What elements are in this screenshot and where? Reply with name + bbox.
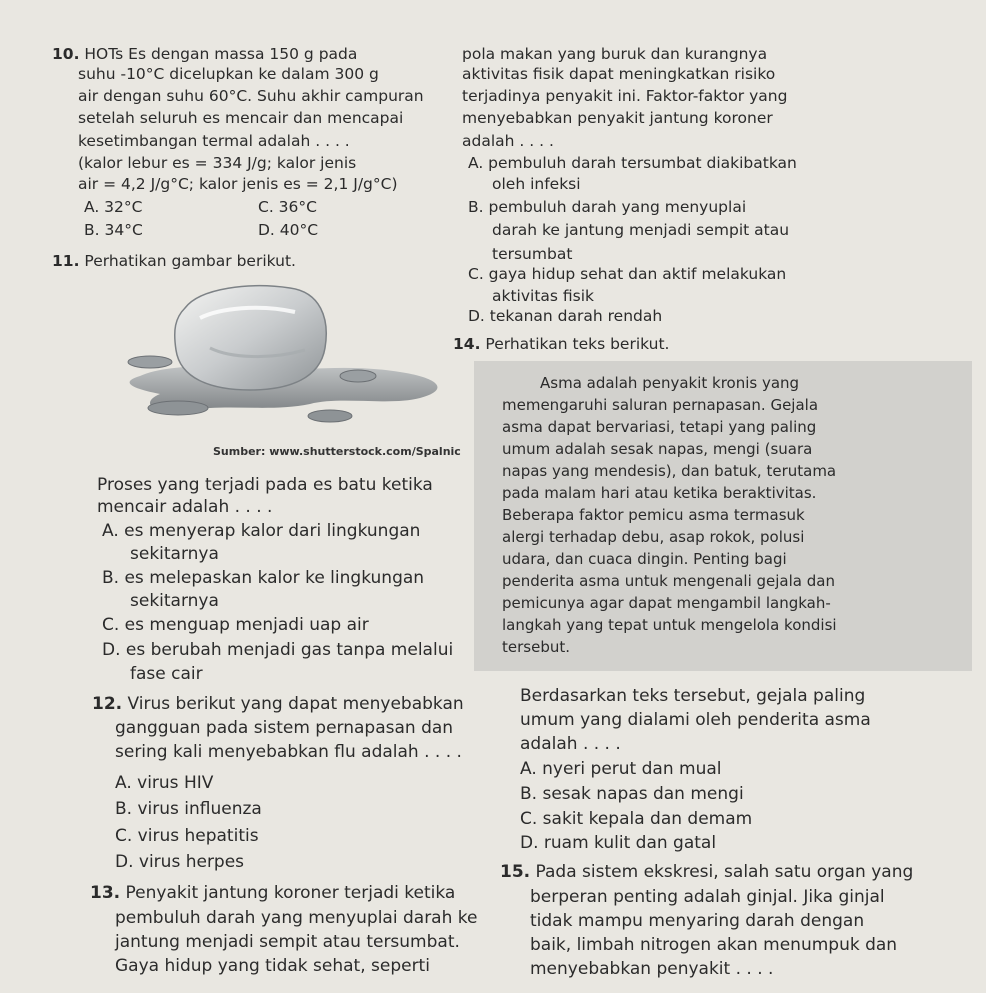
q15-stem-4: baik, limbah nitrogen akan menumpuk dan — [530, 935, 898, 955]
q13-option-a[interactable]: A. pembuluh darah tersumbat diakibatkan — [468, 154, 797, 172]
q10-line-7: air = 4,2 J/g°C; kalor jenis es = 2,1 J/g°C) — [78, 175, 398, 193]
q12-option-d[interactable]: D. virus herpes — [115, 852, 245, 872]
box-line-9: udara, dan cuaca dingin. Penting bagi — [502, 550, 787, 568]
q12-option-a[interactable]: A. virus HIV — [115, 773, 214, 793]
water-drop-left — [128, 356, 172, 368]
q12-option-b[interactable]: B. virus influenza — [115, 799, 262, 819]
q15-stem-2: berperan penting adalah ginjal. Jika ginjal — [530, 887, 885, 907]
box-line-2: memengaruhi saluran pernapasan. Gejala — [502, 396, 819, 414]
q14-stem-1: Berdasarkan teks tersebut, gejala paling — [520, 686, 866, 706]
q13-stem-2: pembuluh darah yang menyuplai darah ke — [115, 908, 478, 928]
q11-stem-1: Proses yang terjadi pada es batu ketika — [97, 475, 433, 495]
q11-stem-2: mencair adalah . . . . — [97, 497, 273, 517]
q10-number: 10. — [52, 45, 80, 63]
q10-option-c[interactable]: C. 36°C — [258, 198, 317, 216]
q12-number: 12. — [92, 694, 123, 714]
q10-line-3: air dengan suhu 60°C. Suhu akhir campuran — [78, 87, 424, 105]
q12-stem-text: Virus berikut yang dapat menyebabkan — [127, 694, 464, 714]
q10-text: HOTs Es dengan massa 150 g pada — [84, 45, 358, 63]
q11-option-a-cont: sekitarnya — [130, 544, 219, 564]
q14-option-c[interactable]: C. sakit kepala dan demam — [520, 809, 753, 829]
box-line-3: asma dapat bervariasi, tetapi yang paling — [502, 418, 817, 436]
q13-cont-5: adalah . . . . — [462, 132, 554, 150]
q11-option-d-cont: fase cair — [130, 664, 203, 684]
q11-option-b[interactable]: B. es melepaskan kalor ke lingkungan — [102, 568, 425, 588]
q13-option-b-cont: darah ke jantung menjadi sempit atau — [492, 221, 790, 239]
box-line-4: umum adalah sesak napas, mengi (suara — [502, 440, 813, 458]
ice-cube — [175, 286, 327, 390]
q13-stem-4: Gaya hidup yang tidak sehat, seperti — [115, 956, 430, 976]
image-source-caption: Sumber: www.shutterstock.com/Spalnic — [213, 445, 461, 458]
q10-line-6: (kalor lebur es = 334 J/g; kalor jenis — [78, 154, 357, 172]
asthma-text-box — [474, 361, 972, 671]
q11-intro-text: Perhatikan gambar berikut. — [84, 252, 296, 270]
water-drop-bottom-left — [148, 401, 208, 415]
q14-option-d[interactable]: D. ruam kulit dan gatal — [520, 833, 717, 853]
box-line-13: tersebut. — [502, 638, 570, 656]
q11-option-c[interactable]: C. es menguap menjadi uap air — [102, 615, 369, 635]
q10-option-b[interactable]: B. 34°C — [84, 221, 143, 239]
q14-option-a[interactable]: A. nyeri perut dan mual — [520, 759, 722, 779]
q15-stem-text: Pada sistem ekskresi, salah satu organ yang — [535, 862, 914, 882]
q14-stem-3: adalah . . . . — [520, 734, 621, 754]
q10-option-a[interactable]: A. 32°C — [84, 198, 143, 216]
q10-line-2: suhu -10°C dicelupkan ke dalam 300 g — [78, 65, 379, 83]
q13-stem-3: jantung menjadi sempit atau tersumbat. — [115, 932, 460, 952]
box-line-6: pada malam hari atau ketika beraktivitas. — [502, 484, 817, 502]
box-line-8: alergi terhadap debu, asap rokok, polusi — [502, 528, 805, 546]
q13-stem-text: Penyakit jantung koroner terjadi ketika — [125, 883, 456, 903]
water-drop-right — [340, 370, 376, 382]
q12-stem-3: sering kali menyebabkan flu adalah . . . . — [115, 742, 462, 762]
q14-intro-text: Perhatikan teks berikut. — [485, 335, 670, 353]
q13-option-d[interactable]: D. tekanan darah rendah — [468, 307, 663, 325]
box-line-7: Beberapa faktor pemicu asma termasuk — [502, 506, 805, 524]
q10-line-5: kesetimbangan termal adalah . . . . — [78, 132, 350, 150]
q14-option-b[interactable]: B. sesak napas dan mengi — [520, 784, 744, 804]
q13-cont-3: terjadinya penyakit ini. Faktor-faktor yang — [462, 87, 788, 105]
q12-stem-1 — [92, 693, 464, 715]
q15-stem-3: tidak mampu menyaring darah dengan — [530, 911, 865, 931]
box-line-12: langkah yang tepat untuk mengelola kondisi — [502, 616, 837, 634]
q13-option-b[interactable]: B. pembuluh darah yang menyuplai — [468, 198, 747, 216]
q15-number: 15. — [500, 862, 531, 882]
q11-intro — [52, 251, 296, 271]
box-line-1: Asma adalah penyakit kronis yang — [540, 374, 800, 392]
melting-ice-image — [100, 278, 460, 428]
q10-line-1 — [52, 44, 357, 64]
q14-number: 14. — [453, 335, 481, 353]
q10-line-4: setelah seluruh es mencair dan mencapai — [78, 109, 404, 127]
q13-option-a-cont: oleh infeksi — [492, 175, 581, 193]
q13-stem-1 — [90, 882, 455, 904]
q13-option-b-cont-2: tersumbat — [492, 245, 573, 263]
box-line-5: napas yang mendesis), dan batuk, terutama — [502, 462, 837, 480]
q15-stem-1 — [500, 861, 913, 883]
box-line-11: pemicunya agar dapat mengambil langkah- — [502, 594, 831, 612]
q13-number: 13. — [90, 883, 121, 903]
q14-stem-2: umum yang dialami oleh penderita asma — [520, 710, 871, 730]
q12-option-c[interactable]: C. virus hepatitis — [115, 826, 259, 846]
box-line-10: penderita asma untuk mengenali gejala dan — [502, 572, 835, 590]
q11-option-b-cont: sekitarnya — [130, 591, 219, 611]
q14-intro — [453, 334, 669, 354]
q13-option-c[interactable]: C. gaya hidup sehat dan aktif melakukan — [468, 265, 787, 283]
q11-number: 11. — [52, 252, 80, 270]
q12-stem-2: gangguan pada sistem pernapasan dan — [115, 718, 454, 738]
q13-cont-4: menyebabkan penyakit jantung koroner — [462, 109, 773, 127]
q13-cont-2: aktivitas fisik dapat meningkatkan risiko — [462, 65, 776, 83]
q11-option-d[interactable]: D. es berubah menjadi gas tanpa melalui — [102, 640, 454, 660]
q11-option-a[interactable]: A. es menyerap kalor dari lingkungan — [102, 521, 421, 541]
q13-option-c-cont: aktivitas fisik — [492, 287, 595, 305]
q13-cont-1: pola makan yang buruk dan kurangnya — [462, 45, 768, 63]
q10-option-d[interactable]: D. 40°C — [258, 221, 319, 239]
water-drop-bottom-right — [308, 410, 352, 422]
q15-stem-5: menyebabkan penyakit . . . . — [530, 959, 774, 979]
